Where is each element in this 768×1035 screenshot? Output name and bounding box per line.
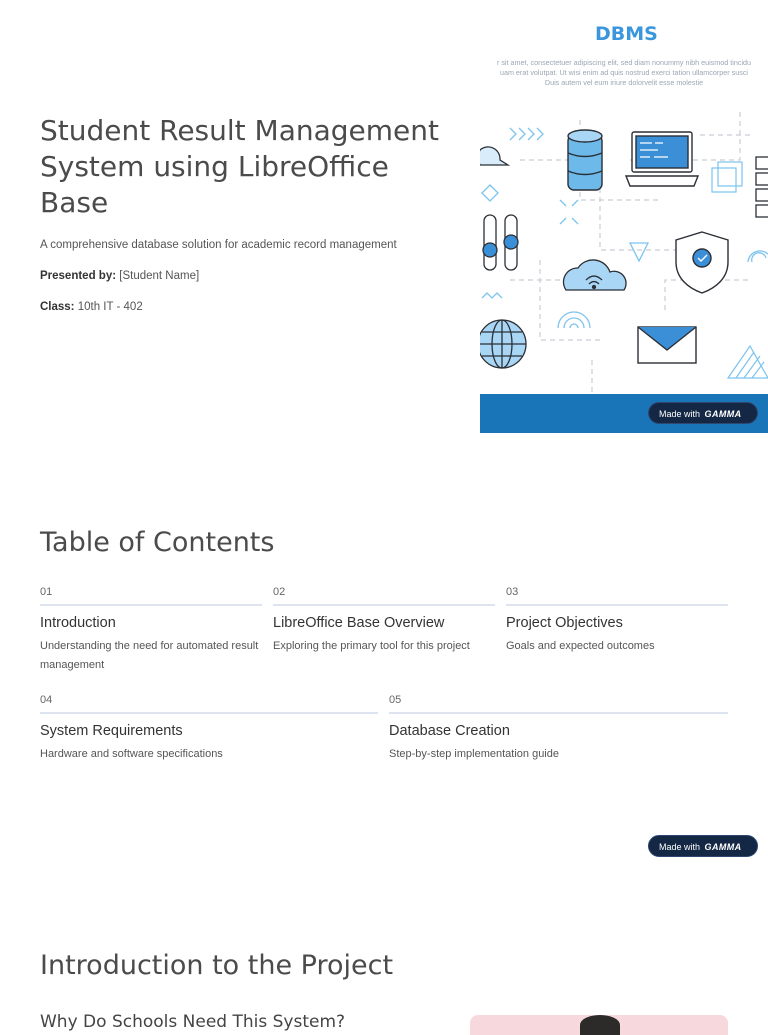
placeholder-text [480,58,768,88]
placeholder-line-2: uam erat volutpat. Ut wisi enim ad quis nostrud exerci tation ullamcorper susci [499,68,749,77]
toc-item-project-objectives[interactable] [506,586,728,656]
toc-item-number: 01 [40,586,53,598]
dbms-heading: DBMS [595,23,658,45]
title-slide [0,0,768,433]
toc-item-title: Introduction [40,615,116,631]
toc-item-description: Understanding the need for automated result management [40,640,259,671]
window-icon [712,162,742,192]
gamma-logo: GAMMA [704,409,742,419]
sparkle-icon [560,200,578,224]
chevrons-icon [510,128,543,140]
presented-by-label: Presented by: [40,270,117,282]
intro-title: Introduction to the Project [40,950,394,981]
toc-item-description: Step-by-step implementation guide [389,748,559,760]
toc-item-title: System Requirements [40,723,183,739]
diamond-icon [482,185,498,201]
toc-item-number: 02 [273,586,286,598]
toc-divider [389,712,728,714]
server-rack-icon [756,157,768,217]
toc-item-title: Project Objectives [506,615,623,631]
wave-icon [482,293,502,298]
half-cloud-icon [480,147,508,165]
class-value: 10th IT - 402 [74,301,143,313]
toc-item-introduction[interactable] [40,586,262,675]
class-label: Class: [40,301,75,313]
presentation-title: Student Result Management System using LibreOffice Base [40,114,439,219]
gamma-logo: GAMMA [704,842,742,852]
presented-by [40,270,199,282]
stripes-triangle-icon [728,346,768,378]
toc-item-libreoffice-overview[interactable] [273,586,495,656]
class-info [40,301,143,313]
toc-item-description: Hardware and software specifications [40,748,223,760]
presented-by-value: [Student Name] [116,270,200,282]
toc-item-number: 04 [40,694,53,706]
toc-item-title: Database Creation [389,723,510,739]
toc-item-number: 05 [389,694,402,706]
made-with-label: Made with [659,842,701,852]
wifi-cloud-icon [563,260,626,290]
toc-divider [40,712,378,714]
toc-item-title: LibreOffice Base Overview [273,615,445,631]
shield-icon [676,232,728,293]
toc-divider [40,604,262,606]
intro-photo [470,1015,728,1035]
globe-icon [480,320,526,368]
toc-title: Table of Contents [40,527,275,558]
intro-subheading: Why Do Schools Need This System? [40,1012,346,1032]
dbms-illustration [480,0,768,433]
placeholder-line-1: r sit amet, consectetuer adipiscing elit, sed diam nonummy nibh euismod tincidu [496,58,752,67]
slider-controls-icon [483,215,518,270]
toc-item-database-creation[interactable] [389,694,728,764]
toc-item-description: Exploring the primary tool for this project [273,640,470,652]
toc-divider [506,604,728,606]
database-icon [568,130,602,190]
toc-item-number: 03 [506,586,519,598]
toc-divider [273,604,495,606]
placeholder-line-3: Duis autem vel eum iriure dolorvelit esse molestie [544,78,704,87]
person-silhouette [580,1015,620,1035]
made-with-label: Made with [659,409,701,419]
toc-item-system-requirements[interactable] [40,694,378,764]
made-with-gamma-badge[interactable] [648,835,758,857]
presentation-subtitle: A comprehensive database solution for academic record management [40,239,397,251]
laptop-icon [626,132,698,186]
toc-item-description: Goals and expected outcomes [506,640,655,652]
envelope-icon [638,327,696,363]
made-with-gamma-badge[interactable] [648,402,758,424]
triangle-icon [630,243,648,261]
